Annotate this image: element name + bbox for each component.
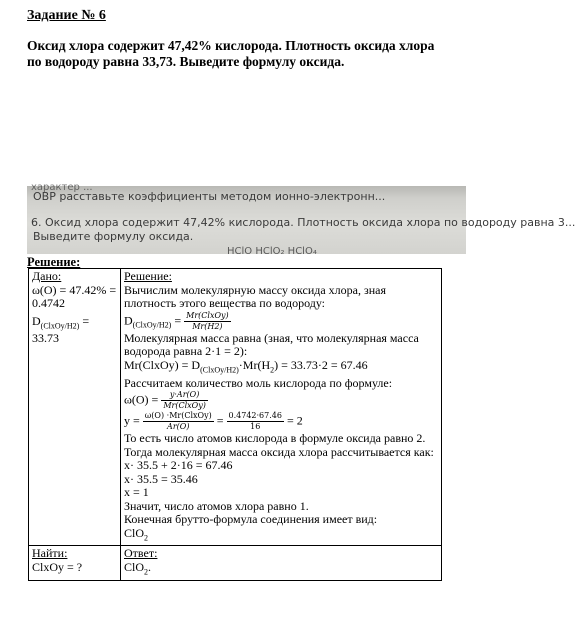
task-title: Задание № 6 xyxy=(27,8,106,23)
answer-value: ClO$_2$. xyxy=(124,559,152,577)
photo-line: HClO HClO₂ HClO₄ xyxy=(227,246,317,257)
photo-line: характер ... xyxy=(31,182,93,193)
find-label: Найти: xyxy=(32,546,68,561)
solution-paragraph: Рассчитаем количество моль кислорода по формуле: xyxy=(124,375,393,390)
photo-line: ОВР расставьте коэффициенты методом ионно-электронн... xyxy=(33,190,386,203)
formula-density: $D_{(ClxOy/H2)}$ = $\frac{\text{Mr(ClxOy)}}{Mr(H2)}$ xyxy=(124,310,229,331)
task-text: Оксид хлора содержит 47,42% кислорода. Плотность оксида хлора по водороду равна 33,73. Выведите формулу оксида. xyxy=(27,38,435,69)
solution-paragraph: То есть число атомов кислорода в формуле оксида равно 2. xyxy=(124,431,426,446)
find-value: ClxOy = ? xyxy=(32,559,83,574)
formula-y: y = $\frac{\text{ω(O) ·Mr(ClxOy)}}{Ar(O)}$ = $\frac{0.4742\cdot 67.46}{16}$ = 2 xyxy=(124,411,303,432)
formula-omega: ω(O) = $\frac{y\cdot Ar(O)}{\text{Mr(ClxOy)}}$ xyxy=(124,390,206,411)
photo-line: Выведите формулу оксида. xyxy=(33,230,194,243)
formula-mr: Mr(ClxOy) = $D_{(ClxOy/H2)}\cdot Mr(H_2) = 33.73\cdot 2 = 67.46$ xyxy=(124,357,368,375)
solution-paragraph: Вычислим молекулярную массу оксида хлора, зная плотность этого вещества по водороду: xyxy=(124,282,386,310)
equation-line: x = 1 xyxy=(124,485,149,500)
given-cell xyxy=(29,269,121,546)
equation-line: x· 35.5 + 2·16 = 67.46 xyxy=(124,458,233,473)
answer-cell xyxy=(121,546,442,580)
given-label: Дано: xyxy=(32,269,62,283)
photo-line: 6. Оксид хлора содержит 47,42% кислорода. Плотность оксида хлора по водороду равна 3... xyxy=(31,216,575,229)
solution-heading: Решение: xyxy=(27,255,81,269)
solution-paragraph: Значит, число атомов хлора равно 1. xyxy=(124,498,309,513)
equation-line: x· 35.5 = 35.46 xyxy=(124,471,198,486)
answer-label: Ответ: xyxy=(124,546,158,561)
given-omega: ω(O) = 47.42% = 0.4742 xyxy=(32,282,117,310)
solution-paragraph: Молекулярная масса равна (зная, что молекулярная масса водорода равна 2·1 = 2): xyxy=(124,330,419,359)
solution-paragraph: Конечная брутто-формула соединения имеет вид: xyxy=(124,512,378,527)
textbook-photo xyxy=(27,182,575,257)
find-cell xyxy=(29,546,121,580)
given-density: $D_{(ClxOy/H2)} = 33.73$ xyxy=(32,313,90,346)
solution-table xyxy=(28,268,442,581)
solution-cell xyxy=(121,269,442,546)
solution-label: Решение: xyxy=(124,269,172,283)
final-formula: ClO$_2$ xyxy=(124,525,149,542)
solution-paragraph: Тогда молекулярная масса оксида хлора рассчитывается как: xyxy=(124,444,434,459)
